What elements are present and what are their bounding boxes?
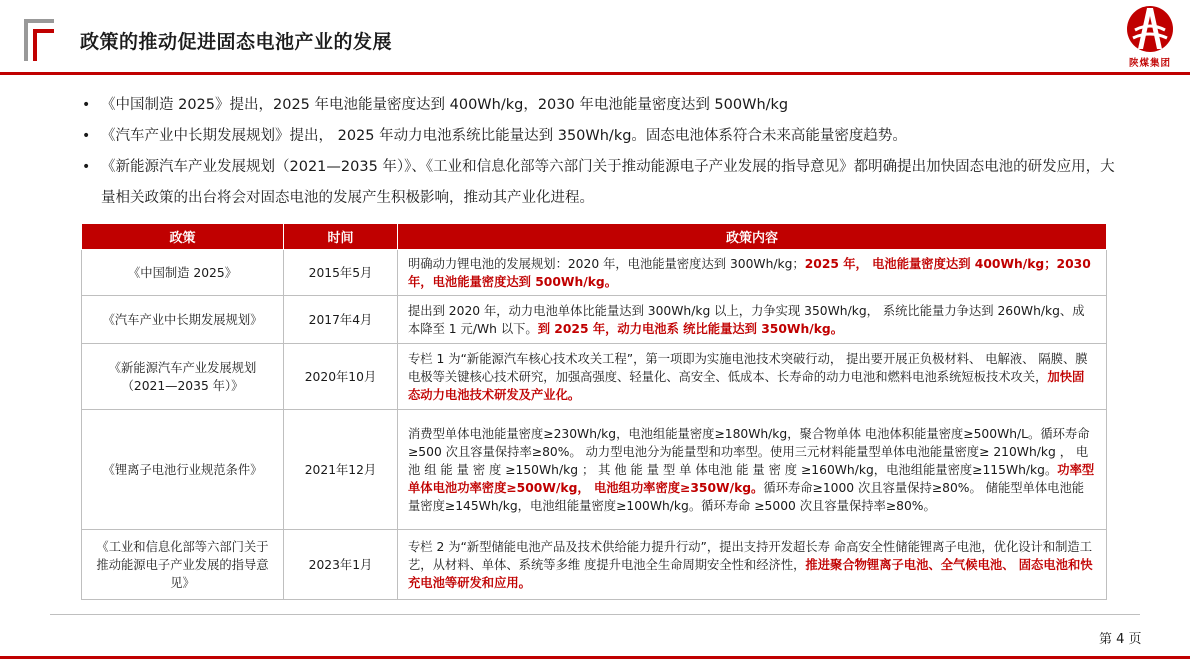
content-highlight: 功率型单体电池功率密度≥500W/kg， 电池组功率密度≥350W/kg。 <box>408 462 1095 495</box>
bottom-divider <box>0 656 1190 659</box>
page-title: 政策的推动促进固态电池产业的发展 <box>80 31 393 53</box>
policy-cell: 《中国制造 2025》 <box>82 250 284 296</box>
content-cell <box>398 530 1107 600</box>
time-cell: 2023年1月 <box>284 530 398 600</box>
content-highlight: 到 2025 年，动力电池系 统比能量达到 350Wh/kg。 <box>537 321 843 336</box>
policy-cell: 《汽车产业中长期发展规划》 <box>82 296 284 344</box>
footer-divider <box>50 614 1140 615</box>
column-header-time: 时间 <box>284 224 398 250</box>
bullet-item <box>80 121 1120 152</box>
table-row <box>82 410 1107 530</box>
content-highlight: 2025 年， 电池能量密度达到 400Wh/kg；2030 年，电池能量密度达到 500Wh/kg。 <box>408 256 1091 289</box>
table-row <box>82 530 1107 600</box>
header-divider <box>0 72 1190 75</box>
policy-cell: 《锂离子电池行业规范条件》 <box>82 410 284 530</box>
content-highlight: 推进聚合物锂离子电池、全气候电池、 固态电池和快充电池等研发和应用。 <box>408 557 1093 590</box>
table-row <box>82 296 1107 344</box>
content-text: 专栏 1 为“新能源汽车核心技术攻关工程”，第一项即为实施电池技术突破行动， 提出要开展正负极材料、 电解液、 隔膜、膜电极等关键核心技术研究，加强高强度、轻量化、高安全、低成本、长寿命的动力电池和燃料电池系统短板技术攻关， <box>408 351 1088 384</box>
bullet-dot-icon: • <box>82 128 91 144</box>
content-text: 消费型单体电池能量密度≥230Wh/kg，电池组能量密度≥180Wh/kg，聚合物单体 电池体积能量密度≥500Wh/L。循环寿命≥500 次且容量保持率≥80%。 动力型电池分为能量型和功率型。使用三元材料能量型单体电池能量密度≥ 210Wh/kg ， 电池 组 能 量 密 度 ≥150Wh/kg ； 其 他 能 量 型 单 体电池 能 量 密 度 ≥160Wh/kg，电池组能量密度≥115Wh/kg。 <box>408 426 1090 477</box>
column-header-content: 政策内容 <box>398 224 1107 250</box>
content-tail: 循环寿命≥1000 次且容量保持≥80%。 储能型单体电池能量密度≥145Wh/kg，电池组能量密度≥100Wh/kg。循环寿命 ≥5000 次且容量保持率≥80%。 <box>408 480 1085 513</box>
table-row <box>82 250 1107 296</box>
time-cell: 2015年5月 <box>284 250 398 296</box>
time-cell: 2021年12月 <box>284 410 398 530</box>
bullet-dot-icon: • <box>82 97 91 113</box>
content-cell <box>398 344 1107 410</box>
time-cell: 2017年4月 <box>284 296 398 344</box>
content-highlight: 加快固态动力电池技术研发及产业化。 <box>408 369 1085 402</box>
policy-cell: 《新能源汽车产业发展规划（2021—2035 年）》 <box>82 344 284 410</box>
content-text: 专栏 2 为“新型储能电池产品及技术供给能力提升行动”，提出支持开发超长寿 命高安全性储能锂离子电池，优化设计和制造工艺，从材料、单体、系统等多维 度提升电池全生命周期安全性和经济性， <box>408 539 1093 572</box>
time-cell: 2020年10月 <box>284 344 398 410</box>
content-cell <box>398 296 1107 344</box>
content-cell <box>398 410 1107 530</box>
page-number: 第 4 页 <box>1099 632 1142 647</box>
bullet-item <box>80 90 1120 121</box>
table-row <box>82 344 1107 410</box>
bullet-text: 《中国制造 2025》提出，2025 年电池能量密度达到 400Wh/kg，2030 年电池能量密度达到 500Wh/kg <box>101 97 789 113</box>
bullet-item <box>80 152 1120 214</box>
column-header-policy: 政策 <box>82 224 284 250</box>
bullet-text: 《新能源汽车产业发展规划（2021—2035 年）》、《工业和信息化部等六部门关于推动能源电子产业发展的指导意见》都明确提出加快固态电池的研发应用，大量相关政策的出台将会对固态电池的发展产生积极影响，推动其产业化进程。 <box>101 159 1115 206</box>
company-logo-text: 陕煤集团 <box>1128 58 1171 69</box>
content-cell <box>398 250 1107 296</box>
corner-bracket-icon <box>24 19 54 61</box>
policy-cell: 《工业和信息化部等六部门关于 推动能源电子产业发展的指导意 见》 <box>82 530 284 600</box>
policy-bullet-list <box>80 90 1120 214</box>
bullet-text: 《汽车产业中长期发展规划》提出， 2025 年动力电池系统比能量达到 350Wh/kg。固态电池体系符合未来高能量密度趋势。 <box>101 128 907 144</box>
content-text: 提出到 2020 年，动力电池单体比能量达到 300Wh/kg 以上，力争实现 350Wh/kg， 系统比能量力争达到 260Wh/kg、成本降至 1 元/Wh 以下。 <box>408 303 1085 336</box>
content-text: 明确动力锂电池的发展规划：2020 年，电池能量密度达到 300Wh/kg； <box>408 256 805 271</box>
table-header-row <box>82 224 1107 250</box>
bullet-dot-icon: • <box>82 159 91 175</box>
policy-table <box>81 223 1107 600</box>
